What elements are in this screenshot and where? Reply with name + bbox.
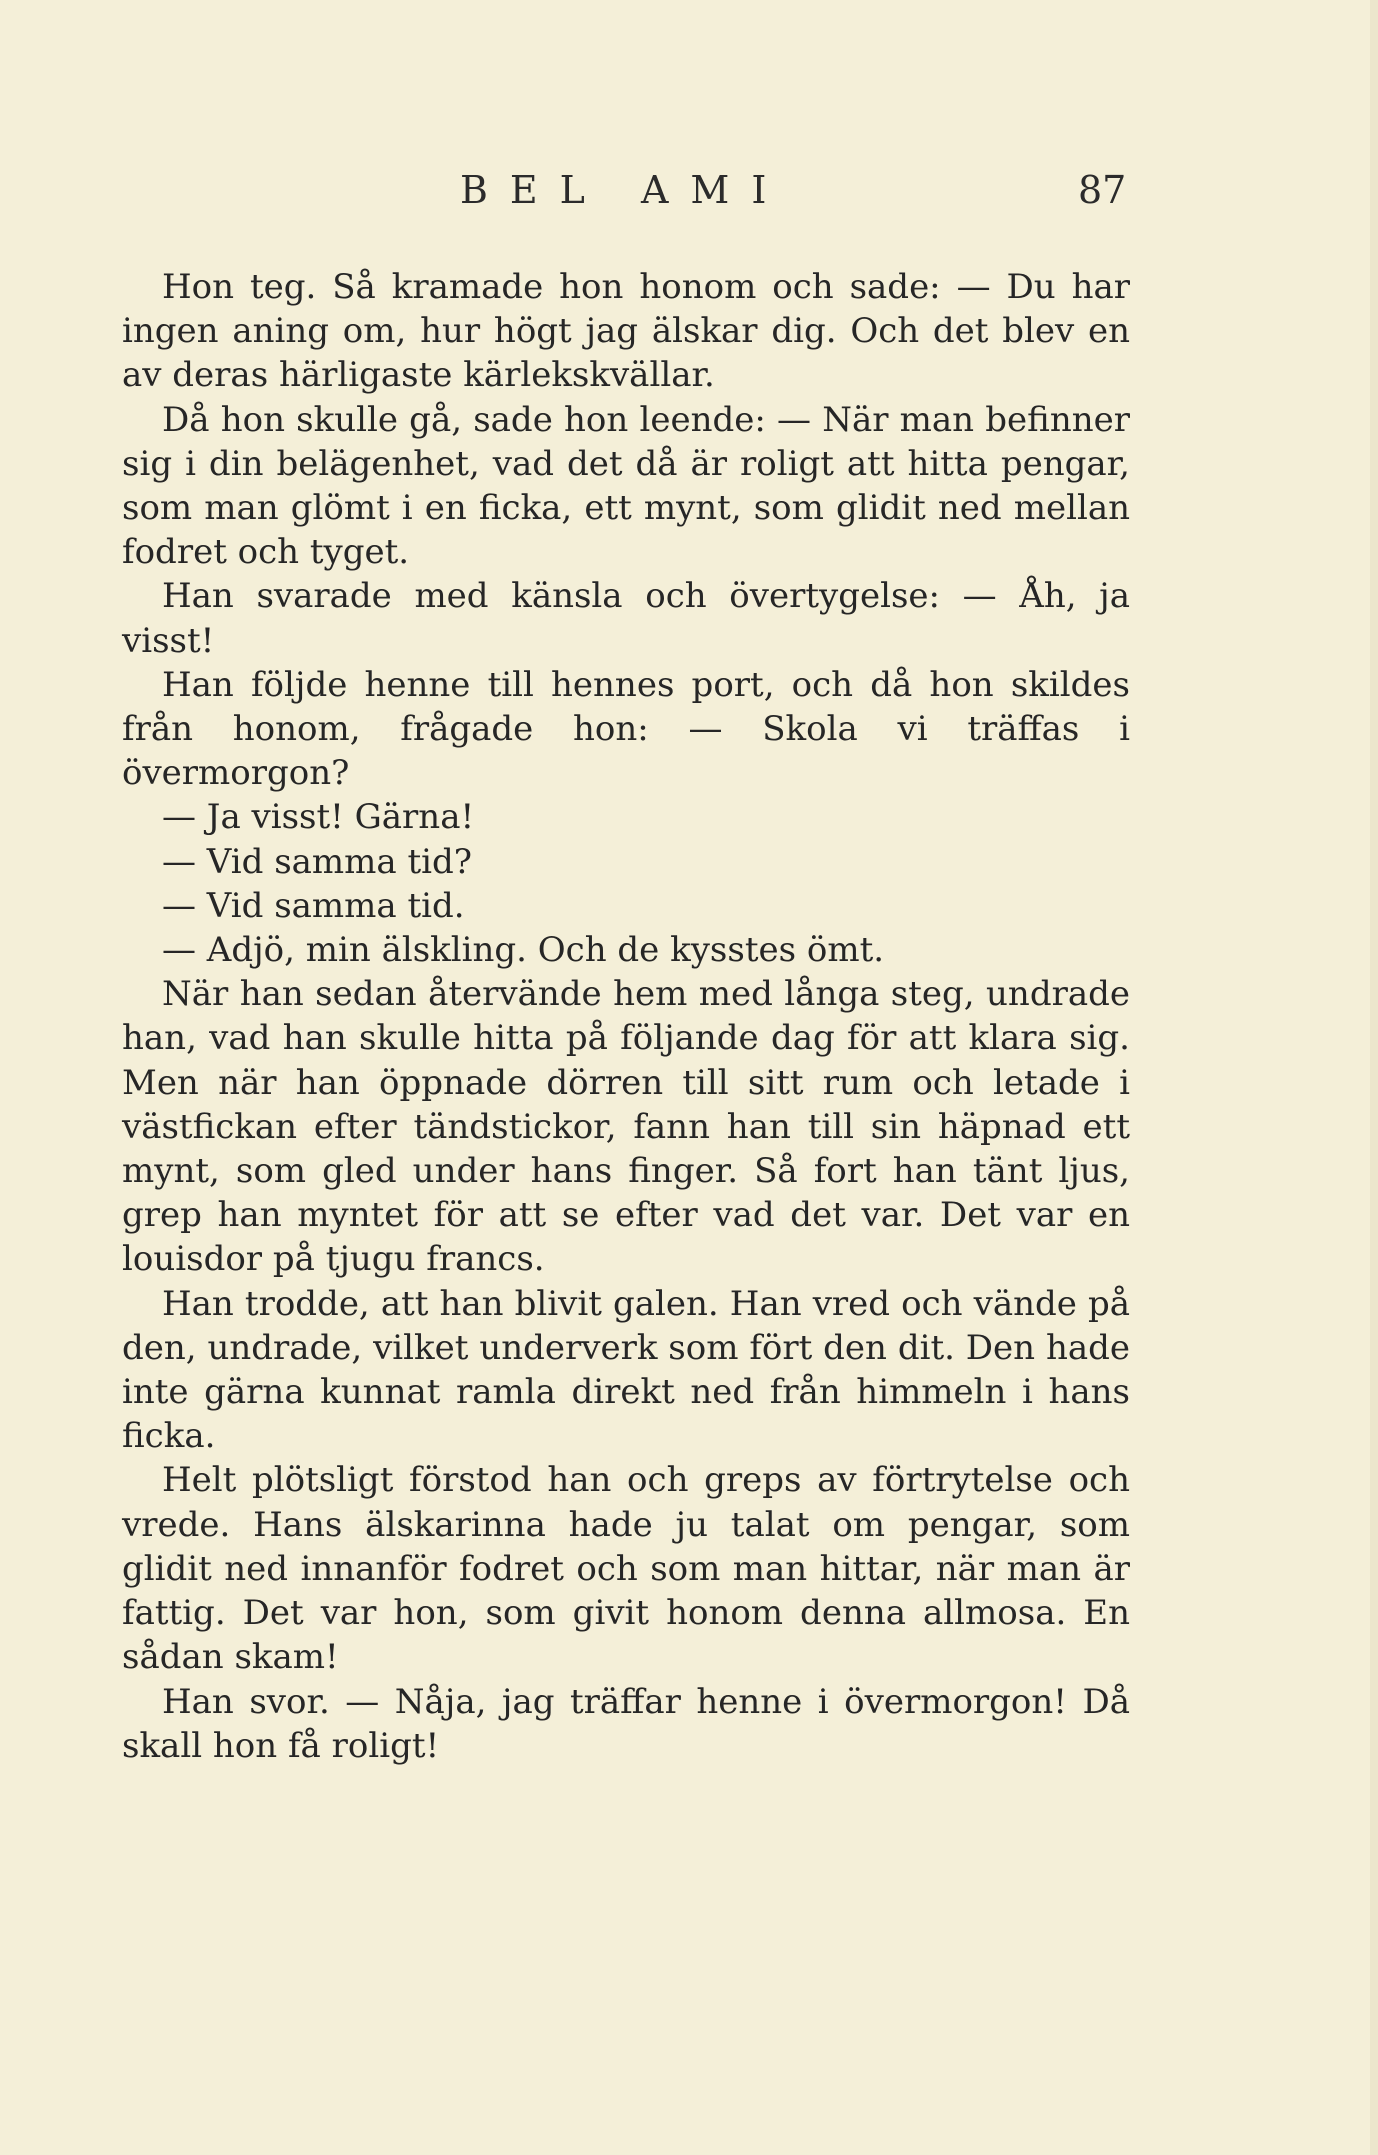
paragraph: Hon teg. Så kramade hon honom och sade: — Du har ingen aning om, hur högt jag älskar dig. Och det blev en av deras härligaste kärlekskvällar. <box>122 267 1130 396</box>
dialogue-line: — Ja visst! Gärna! <box>162 797 475 838</box>
dialogue-line: — Adjö, min älskling. Och de kysstes ömt. <box>162 930 885 971</box>
paragraph: När han sedan återvände hem med långa steg, undrade han, vad han skulle hitta på följande dag för att klara sig. Men när han öppnade dörren till sitt rum och letade i västfickan efter tändstickor, fann han till sin häpnad ett mynt, som gled under hans finger. Så fort han tänt ljus, grep han myntet för att se efter vad det var. Det var en louisdor på tjugu francs. <box>122 974 1130 1280</box>
body-text <box>122 265 1130 1768</box>
dialogue-line: — Vid samma tid. <box>162 885 465 926</box>
paragraph: Han svor. — Nåja, jag träffar henne i övermorgon! Då skall hon få roligt! <box>122 1681 1130 1766</box>
running-title: BEL AMI <box>460 168 789 212</box>
paragraph: Han svarade med känsla och övertygelse: — Åh, ja visst! <box>122 576 1130 661</box>
paragraph: Helt plötsligt förstod han och greps av förtrytelse och vrede. Hans älskarinna hade ju talat om pengar, som glidit ned innanför fodret och som man hittar, när man är fattig. Det var hon, som givit honom denna allmosa. En sådan skam! <box>122 1460 1130 1678</box>
page-header <box>0 168 1378 228</box>
paragraph: Då hon skulle gå, sade hon leende: — När man befinner sig i din belägenhet, vad det då är roligt att hitta pengar, som man glömt i en ficka, ett mynt, som glidit ned mellan fodret och tyget. <box>122 399 1130 573</box>
page-number: 87 <box>1078 168 1127 212</box>
dialogue-line: — Vid samma tid? <box>162 841 473 882</box>
paragraph: Han följde henne till hennes port, och då hon skildes från honom, frågade hon: — Skola vi träffas i övermorgon? <box>122 664 1130 794</box>
paragraph: Han trodde, att han blivit galen. Han vred och vände på den, undrade, vilket underverk som fört den dit. Den hade inte gärna kunnat ramla direkt ned från himmeln i hans ficka. <box>122 1283 1130 1457</box>
page-edge <box>1370 0 1378 2155</box>
